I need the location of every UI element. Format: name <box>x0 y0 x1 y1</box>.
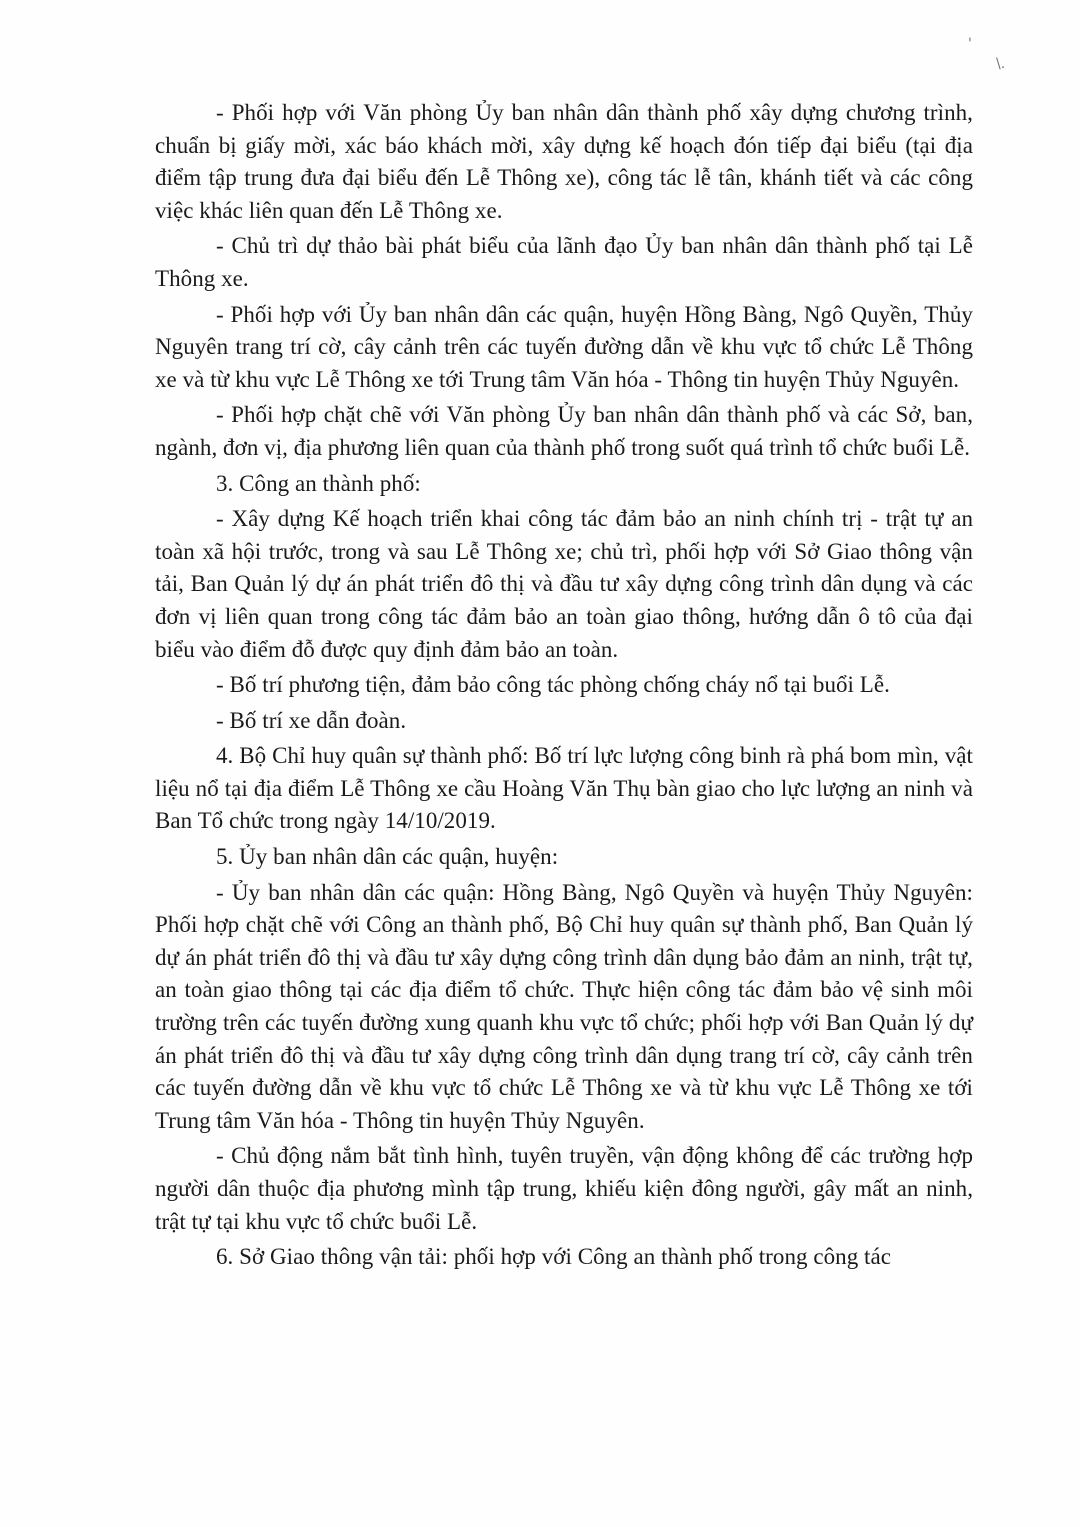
paragraph-security-plan: - Xây dựng Kế hoạch triển khai công tác đảm bảo an ninh chính trị - trật tự an toàn xã hội trước, trong và sau Lễ Thông xe; chủ trì, phối hợp với Sở Giao thông vận tải, Ban Quản lý dự án phát triển đô thị và đầu tư xây dựng công trình dân dụng và các đơn vị liên quan trong công tác đảm bảo an toàn giao thông, hướng dẫn ô tô của đại biểu vào điểm đỗ được quy định đảm bảo an toàn. <box>155 506 973 662</box>
paragraph-draft-speech: - Chủ trì dự thảo bài phát biểu của lãnh đạo Ủy ban nhân dân thành phố tại Lễ Thông xe. <box>155 233 973 291</box>
scan-mark: \. <box>996 56 1006 72</box>
paragraph-district-coordination: - Ủy ban nhân dân các quận: Hồng Bàng, Ngô Quyền và huyện Thủy Nguyên: Phối hợp chặt chẽ với Công an thành phố, Bộ Chỉ huy quân sự thành phố, Ban Quản lý dự án phát triển đô thị và đầu tư xây dựng công trình dân dụng bảo đảm an ninh, trật tự, an toàn giao thông tại các địa điểm tổ chức. Thực hiện công tác đảm bảo vệ sinh môi trường trên các tuyến đường xung quanh khu vực tổ chức; phối hợp với Ban Quản lý dự án phát triển đô thị và đầu tư xây dựng công trình dân dụng trang trí cờ, cây cảnh trên các tuyến đường dẫn về khu vực tổ chức Lễ Thông xe và từ khu vực Lễ Thông xe tới Trung tâm Văn hóa - Thông tin huyện Thủy Nguyên. <box>155 879 973 1133</box>
paragraph-decoration: - Phối hợp với Ủy ban nhân dân các quận, huyện Hồng Bàng, Ngô Quyền, Thủy Nguyên trang trí cờ, cây cảnh trên các tuyến đường dẫn về khu vực tổ chức Lễ Thông xe và từ khu vực Lễ Thông xe tới Trung tâm Văn hóa - Thông tin huyện Thủy Nguyên. <box>155 301 973 392</box>
paragraph-close-coordination: - Phối hợp chặt chẽ với Văn phòng Ủy ban nhân dân thành phố và các Sở, ban, ngành, đơn vị, địa phương liên quan của thành phố trong suốt quá trình tổ chức buổi Lễ. <box>155 402 973 460</box>
paragraph-coordinate-program: - Phối hợp với Văn phòng Ủy ban nhân dân thành phố xây dựng chương trình, chuẩn bị giấy mời, xác báo khách mời, xây dựng kế hoạch đón tiếp đại biểu (tại địa điểm tập trung đưa đại biểu đến Lễ Thông xe), công tác lễ tân, khánh tiết và các công việc khác liên quan đến Lễ Thông xe. <box>155 100 973 223</box>
section-heading-district-committees: 5. Ủy ban nhân dân các quận, huyện: <box>216 844 559 870</box>
paragraph-escort-vehicle: - Bố trí xe dẫn đoàn. <box>216 707 407 733</box>
section-heading-police: 3. Công an thành phố: <box>216 470 421 496</box>
section-military-command: 4. Bộ Chỉ huy quân sự thành phố: Bố trí lực lượng công binh rà phá bom mìn, vật liệu nổ tại địa điểm Lễ Thông xe cầu Hoàng Văn Thụ bàn giao cho lực lượng an ninh và Ban Tổ chức trong ngày 14/10/2019. <box>155 743 973 834</box>
document-body <box>155 97 973 1277</box>
section-transport-department: 6. Sở Giao thông vận tải: phối hợp với Công an thành phố trong công tác <box>216 1244 892 1270</box>
paragraph-fire-prevention: - Bố trí phương tiện, đảm bảo công tác phòng chống cháy nổ tại buổi Lễ. <box>216 672 890 698</box>
paragraph-situation-monitoring: - Chủ động nắm bắt tình hình, tuyên truyền, vận động không để các trường hợp người dân thuộc địa phương mình tập trung, khiếu kiện đông người, gây mất an ninh, trật tự tại khu vực tổ chức buổi Lễ. <box>155 1143 973 1234</box>
scan-mark: ' <box>968 36 972 52</box>
